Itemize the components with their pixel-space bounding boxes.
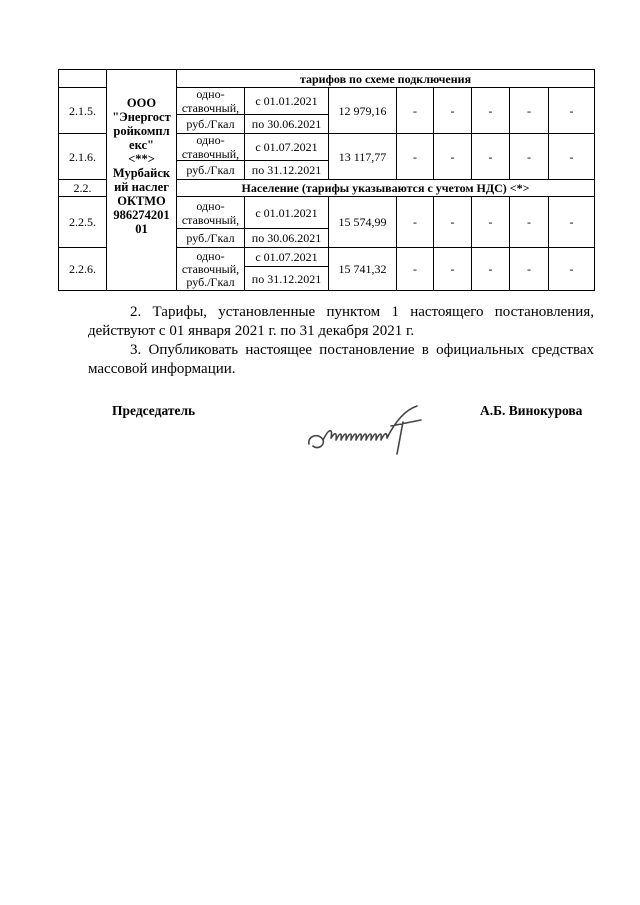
empty-value: - <box>434 134 472 180</box>
empty-value: - <box>397 197 434 248</box>
tariff-type-cell: одно- ставочный, руб./Гкал <box>177 134 245 180</box>
table-cell <box>59 70 107 88</box>
tariff-type-cell: одно- ставочный, руб./Гкал <box>177 197 245 248</box>
header-row-text: тарифов по схеме подключения <box>177 70 595 88</box>
empty-value: - <box>472 134 510 180</box>
clause-2: 2. Тарифы, установленные пунктом 1 настоящего постановления, действуют с 01 января 2021 г. по 31 декабря 2021 г. <box>88 304 594 339</box>
empty-value: - <box>434 197 472 248</box>
empty-value: - <box>510 197 549 248</box>
tariff-type-cell: одно- ставочный, руб./Гкал <box>177 248 245 291</box>
empty-value: - <box>434 88 472 134</box>
clause-3: 3. Опубликовать настоящее постановление в официальных средствах массовой информации. <box>88 342 594 377</box>
handwritten-signature <box>305 402 430 464</box>
period-cell: с 01.01.2021 по 30.06.2021 <box>245 197 329 248</box>
empty-value: - <box>472 88 510 134</box>
empty-value: - <box>549 197 595 248</box>
period-cell: с 01.07.2021 по 31.12.2021 <box>245 248 329 291</box>
tariff-value: 12 979,16 <box>329 88 397 134</box>
tariff-value: 13 117,77 <box>329 134 397 180</box>
row-number: 2.2.5. <box>59 197 107 248</box>
row-number: 2.2.6. <box>59 248 107 291</box>
empty-value: - <box>472 248 510 291</box>
empty-value: - <box>510 88 549 134</box>
tariff-table <box>58 69 595 291</box>
tariff-type-cell: одно- ставочный, руб./Гкал <box>177 88 245 134</box>
signatory-position: Председатель <box>112 403 196 418</box>
organization-cell: ООО "Энергост ройкомпл екс" <**> Мурбайск ий наслег ОКТМО 986274201 01 <box>107 70 177 291</box>
empty-value: - <box>434 248 472 291</box>
signatory-name: А.Б. Винокурова <box>480 403 583 418</box>
row-number: 2.2. <box>59 180 107 197</box>
empty-value: - <box>397 88 434 134</box>
period-cell: с 01.07.2021 по 31.12.2021 <box>245 134 329 180</box>
empty-value: - <box>549 248 595 291</box>
empty-value: - <box>549 134 595 180</box>
empty-value: - <box>549 88 595 134</box>
tariff-value: 15 574,99 <box>329 197 397 248</box>
section-title: Население (тарифы указываются с учетом НДС) <*> <box>177 180 595 197</box>
empty-value: - <box>397 134 434 180</box>
row-number: 2.1.6. <box>59 134 107 180</box>
empty-value: - <box>510 248 549 291</box>
empty-value: - <box>472 197 510 248</box>
empty-value: - <box>510 134 549 180</box>
row-number: 2.1.5. <box>59 88 107 134</box>
tariff-value: 15 741,32 <box>329 248 397 291</box>
empty-value: - <box>397 248 434 291</box>
period-cell: с 01.01.2021 по 30.06.2021 <box>245 88 329 134</box>
table-row <box>59 70 595 88</box>
